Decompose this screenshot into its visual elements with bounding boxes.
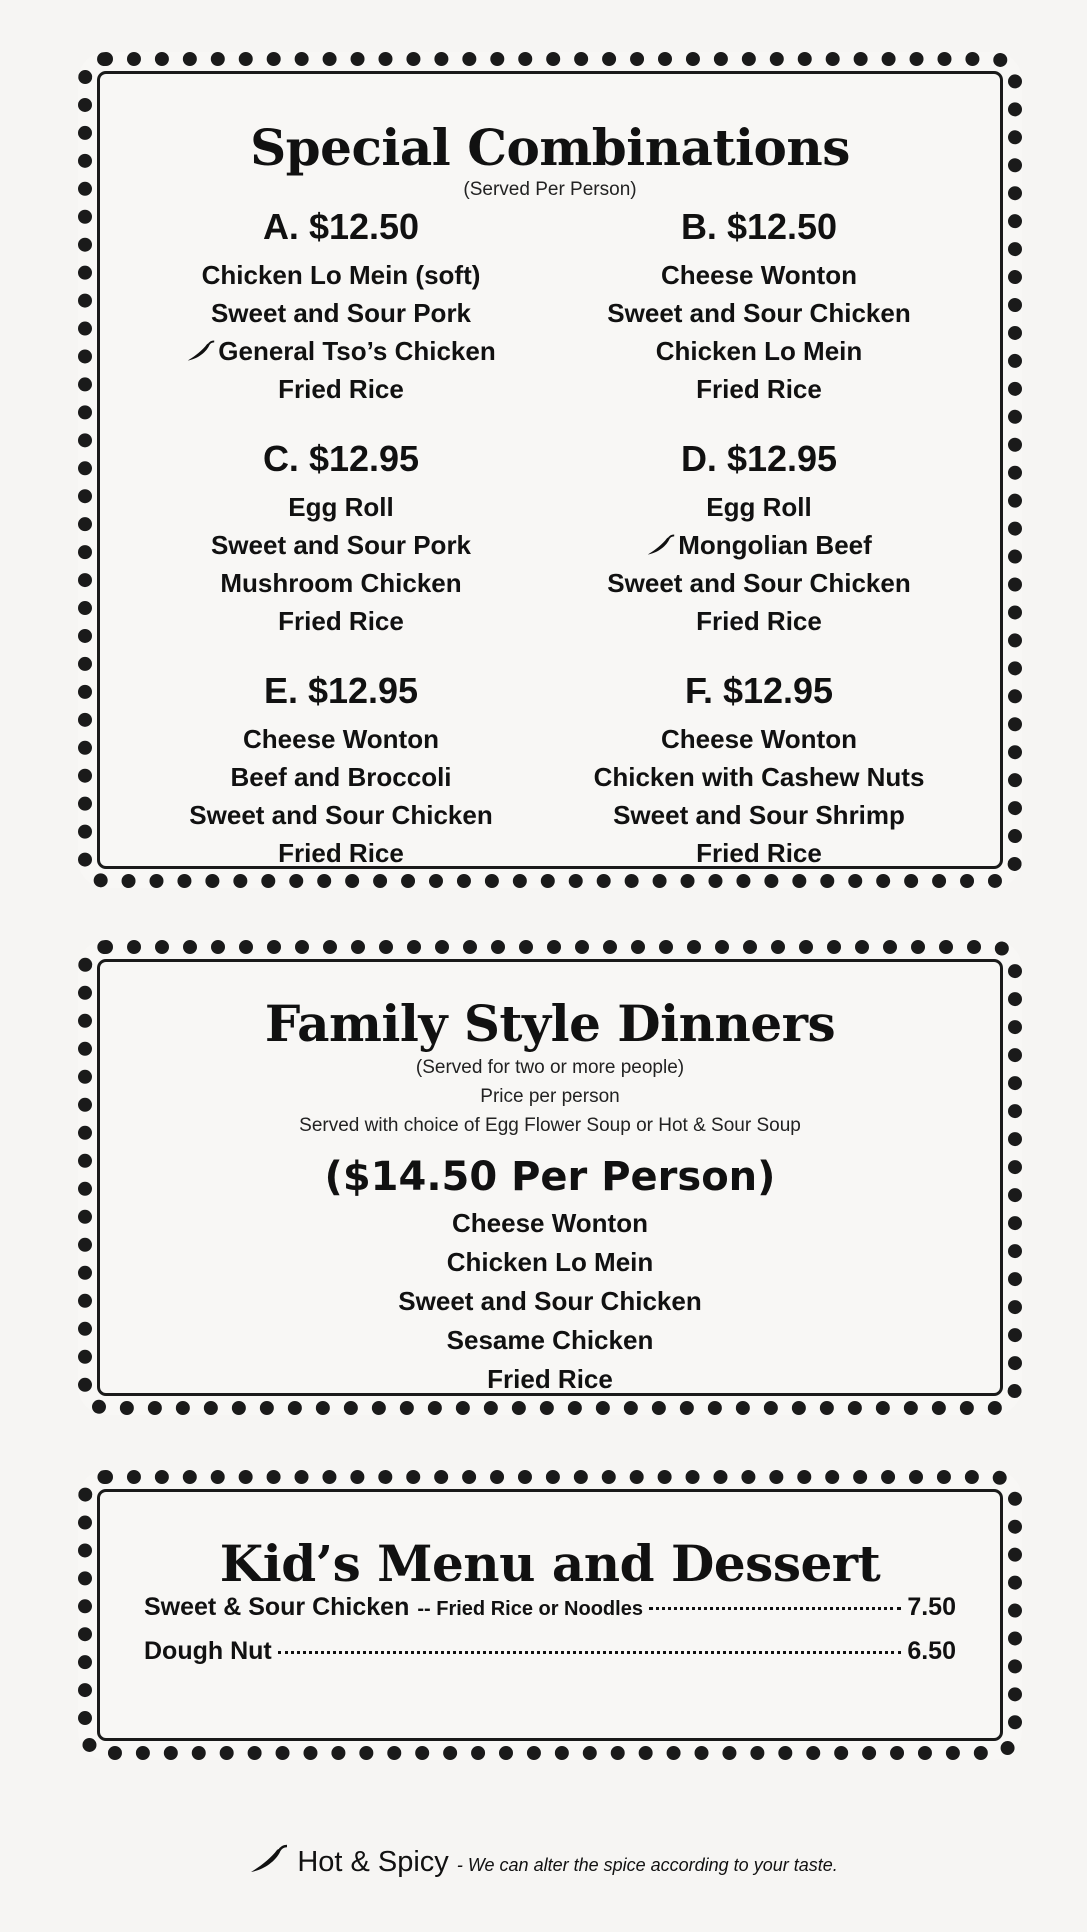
kids-menu-box [78,1470,1022,1760]
kids-item-price: 7.50 [907,1593,956,1621]
combo-item [550,526,968,564]
family-note-price: Price per person [480,1086,620,1107]
kids-item-name: Dough Nut [144,1637,272,1665]
combo-item: Sweet and Sour Chicken [607,298,911,328]
kids-item-price: 6.50 [907,1637,956,1665]
family-style-box [78,940,1022,1415]
spicy-legend-note: We can alter the spice according to your taste. [467,1855,838,1875]
family-item: Fried Rice [487,1364,613,1394]
combo-c-price: C. $12.95 [262,438,420,479]
family-price: ($14.50 Per Person) [324,1154,776,1200]
kids-menu-row [144,1593,956,1637]
combo-e [132,670,550,872]
chili-pepper-icon [646,534,676,556]
kids-item-name: Sweet & Sour Chicken [144,1593,410,1621]
combo-b [550,206,968,408]
combo-f [550,670,968,872]
combo-item: Sweet and Sour Pork [210,530,472,560]
combo-item: Sweet and Sour Chicken [607,568,911,598]
spicy-legend-dash: - [456,1855,468,1875]
special-combinations-title: Special Combinations [250,118,850,177]
family-item: Chicken Lo Mein [446,1247,654,1277]
combo-b-price: B. $12.50 [680,206,838,247]
combo-item: Beef and Broccoli [230,762,452,792]
combo-a [132,206,550,408]
combo-item: Sweet and Sour Shrimp [613,800,905,830]
family-item: Cheese Wonton [452,1208,648,1238]
combo-f-price: F. $12.95 [684,670,834,711]
combo-item: Fried Rice [278,838,404,868]
combo-a-price: A. $12.50 [262,206,420,247]
combo-item: Fried Rice [696,838,822,868]
combo-c [132,438,550,640]
combo-item: Chicken with Cashew Nuts [593,762,925,792]
family-style-title: Family Style Dinners [264,994,836,1053]
spicy-legend-label: Hot & Spicy [297,1846,449,1878]
combo-item: Cheese Wonton [243,724,439,754]
combo-item: Chicken Lo Mein [655,336,863,366]
combo-item: Mushroom Chicken [220,568,462,598]
combo-d-price: D. $12.95 [680,438,838,479]
combo-item-label: General Tso’s Chicken [218,336,496,366]
dot-leader [649,1607,901,1610]
special-combinations-box [78,52,1022,888]
family-note-soup: Served with choice of Egg Flower Soup or Hot & Sour Soup [299,1115,801,1136]
combo-item: Egg Roll [288,492,394,522]
family-item: Sweet and Sour Chicken [398,1286,702,1316]
combo-d [550,438,968,640]
special-combinations-note: (Served Per Person) [463,179,637,200]
spicy-legend [0,1844,1087,1879]
combo-item: Chicken Lo Mein (soft) [201,260,481,290]
chili-pepper-icon [249,1844,289,1874]
combo-item-label: Mongolian Beef [678,530,872,560]
combo-item: Fried Rice [696,606,822,636]
combo-item [132,332,550,370]
chili-pepper-icon [186,340,216,362]
dot-leader [278,1651,902,1654]
combo-e-price: E. $12.95 [263,670,419,711]
kids-menu-row [144,1637,956,1681]
combo-item: Sweet and Sour Chicken [189,800,493,830]
combo-item: Fried Rice [278,374,404,404]
combo-item: Cheese Wonton [661,724,857,754]
kids-menu-title: Kid’s Menu and Dessert [219,1534,881,1593]
kids-item-sides: -- Fried Rice or Noodles [417,1598,643,1620]
combo-item: Cheese Wonton [661,260,857,290]
family-note-served: (Served for two or more people) [415,1057,685,1078]
combo-item: Fried Rice [696,374,822,404]
combo-item: Egg Roll [706,492,812,522]
combo-item: Sweet and Sour Pork [210,298,472,328]
combo-item: Fried Rice [278,606,404,636]
family-item: Sesame Chicken [446,1325,654,1355]
combo-grid [132,206,968,872]
